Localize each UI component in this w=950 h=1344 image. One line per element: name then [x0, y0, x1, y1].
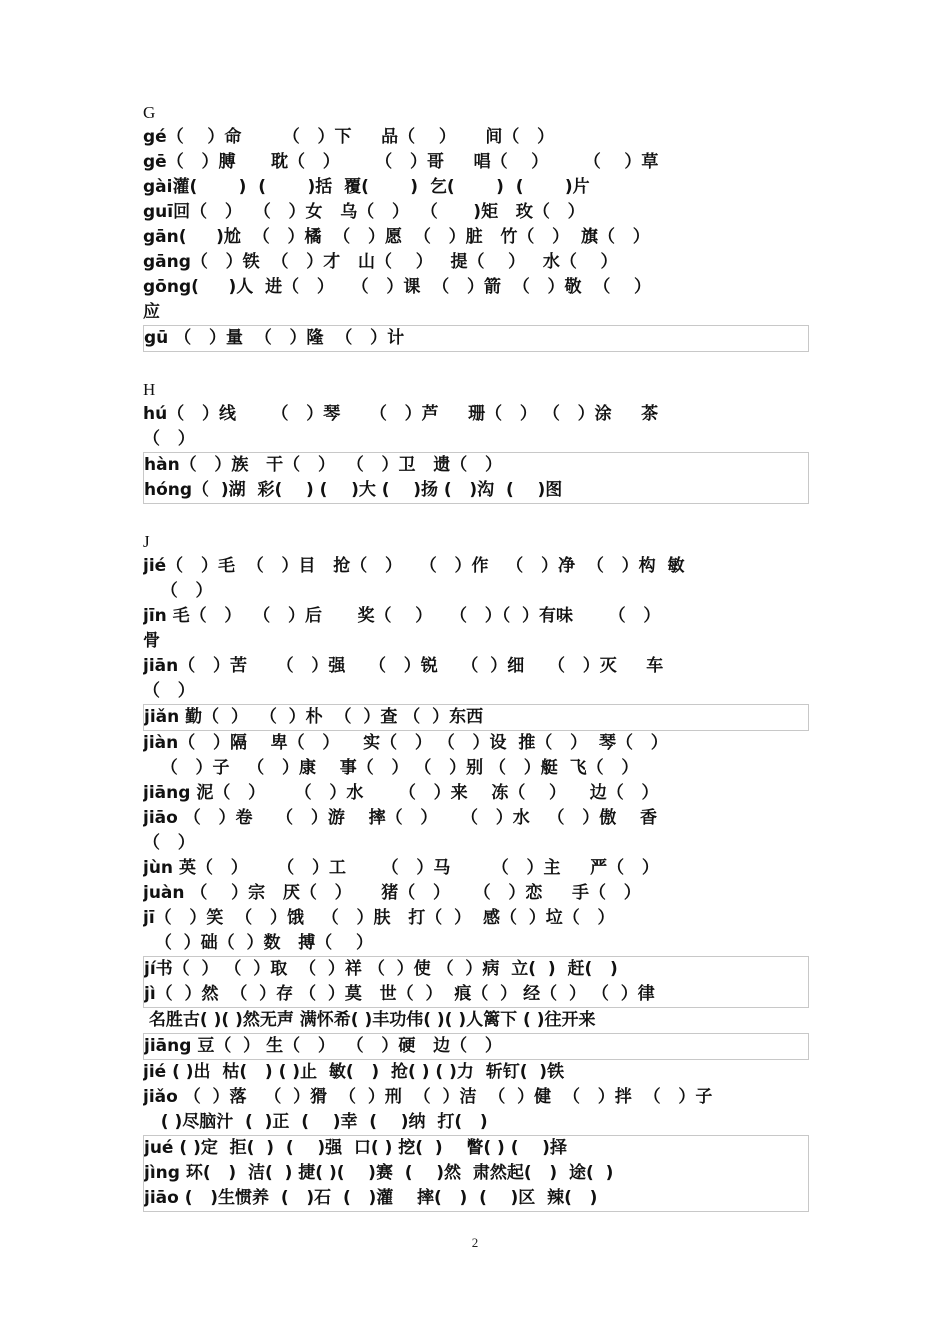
text-line: jī（ ）笑 （ ）饿 （ ）肤 打（ ） 感（ ）垃（ ）	[143, 908, 615, 928]
section-gap	[143, 352, 809, 377]
text-line: gē（ ）膊 耽（ ） （ ）哥 唱（ ） （ ）草	[143, 152, 659, 172]
text-line: gōng( )人 进（ ） （ ）课 （ ）箭 （ ）敬 （ ）	[143, 277, 652, 297]
text-line: jùn 英（ ） （ ）工 （ ）马 （ ）主 严（ ）	[143, 858, 659, 878]
text-line: 应	[143, 302, 160, 322]
section-heading: G	[143, 103, 156, 122]
section-heading: J	[143, 532, 150, 551]
text-line: jiāng 豆（ ） 生（ ） （ ）硬 边（ ）	[144, 1036, 502, 1056]
text-line: hú（ ）线 （ ）琴 （ ）芦 珊（ ） （ ）涂 茶	[143, 404, 659, 424]
text-line: hóng（ )湖 彩( ) ( )大 ( )扬 ( )沟 ( )图	[144, 480, 563, 500]
document-body	[143, 100, 809, 1212]
text-line: gū （ ）量 （ ）隆 （ ）计	[144, 328, 405, 348]
section-g	[143, 100, 809, 352]
text-line: jīn 毛（ ） （ ）后 奖（ ） （ ）（ ）有味 （ ）	[143, 606, 661, 626]
boxed-row-group	[143, 1033, 809, 1060]
boxed-row-group	[143, 704, 809, 731]
text-line: gān( )尬 （ ）橘 （ ）愿 （ ）脏 竹（ ） 旗（ ）	[143, 227, 650, 247]
text-line: ( )尽脑汁 ( )正 ( )幸 ( )纳 打( )	[143, 1112, 488, 1132]
text-line: （ ）	[143, 833, 195, 853]
text-line: jié（ ）毛 （ ）目 抢（ ） （ ）作 （ ）净 （ ）构 敏	[143, 556, 685, 576]
text-line: hàn（ ）族 干（ ） （ ）卫 遗（ ）	[144, 455, 503, 475]
text-line: jì（ ）然 （ ）存 （ ）莫 世（ ） 痕（ ） 经（ ） （ ）律	[144, 984, 655, 1004]
text-line: jiǎn 勤（ ） （ ）朴 （ ）查 （ ）东西	[144, 707, 484, 727]
page-number: 2	[471, 1235, 479, 1250]
section-j	[143, 529, 809, 1212]
text-line: （ ）子 （ ）康 事（ ） （ ）别 （ ）艇 飞（ ）	[143, 758, 639, 778]
text-line: guī回（ ） （ ）女 乌（ ） （ )矩 玫（ ）	[143, 202, 585, 222]
section-h	[143, 377, 809, 504]
text-line: jué ( )定 拒( ) ( )强 口( ) 挖( ) 瞥( ) ( )择	[144, 1138, 567, 1158]
text-line: （ ）	[143, 681, 195, 701]
text-line: jiāo （ ）卷 （ ）游 摔（ ） （ ）水 （ ）傲 香	[143, 808, 657, 828]
boxed-row-group	[143, 1135, 809, 1212]
text-line: 名胜古( )( )然无声 满怀希( )丰功伟( )( )人篱下 ( )往开来	[143, 1010, 596, 1030]
boxed-row-group	[143, 452, 809, 504]
text-line: jiàn（ ）隔 卑（ ） 实（ ） （ ）设 推（ ） 琴（ ）	[143, 733, 668, 753]
text-line: jí书（ ） （ ）取 （ ）祥 （ ）使 （ ）病 立( ) 赶( )	[144, 959, 618, 979]
text-line: （ ）础（ ）数 搏（ ）	[143, 933, 373, 953]
text-line: gài灌( ) ( )括 覆( ) 乞( ) ( )片	[143, 177, 590, 197]
boxed-row-group	[143, 325, 809, 352]
text-line: jié ( )出 枯( ) ( )止 敏( ) 抢( ) ( )力 斩钉( )铁	[143, 1062, 565, 1082]
text-line: gé（ ）命 （ ）下 品（ ） 间（ ）	[143, 127, 555, 147]
text-line: juàn （ ）宗 厌（ ） 猪（ ） （ ）恋 手（ ）	[143, 883, 641, 903]
boxed-row-group	[143, 956, 809, 1008]
text-line: （ ）	[143, 429, 195, 449]
text-line: jiǎo （ ）落 （ ）猾 （ ）刑 （ ）洁 （ ）健 （ ）拌 （ ）子	[143, 1087, 713, 1107]
text-line: jiān（ ）苦 （ ）强 （ ）锐 （ ）细 （ ）灭 车	[143, 656, 664, 676]
section-gap	[143, 504, 809, 529]
text-line: （ ）	[143, 581, 213, 601]
section-heading: H	[143, 380, 156, 399]
text-line: jiāo ( )生惯养 ( )石 ( )灌 摔( ) ( )区 辣( )	[144, 1188, 598, 1208]
text-line: jìng 环( ) 洁( ) 捷( )( )赛 ( )然 肃然起( ) 途( )	[144, 1163, 614, 1183]
text-line: gāng（ ）铁 （ ）才 山（ ） 提（ ） 水（ ）	[143, 252, 618, 272]
text-line: jiāng 泥（ ） （ ）水 （ ）来 冻（ ） 边（ ）	[143, 783, 659, 803]
text-line: 骨	[143, 631, 160, 651]
